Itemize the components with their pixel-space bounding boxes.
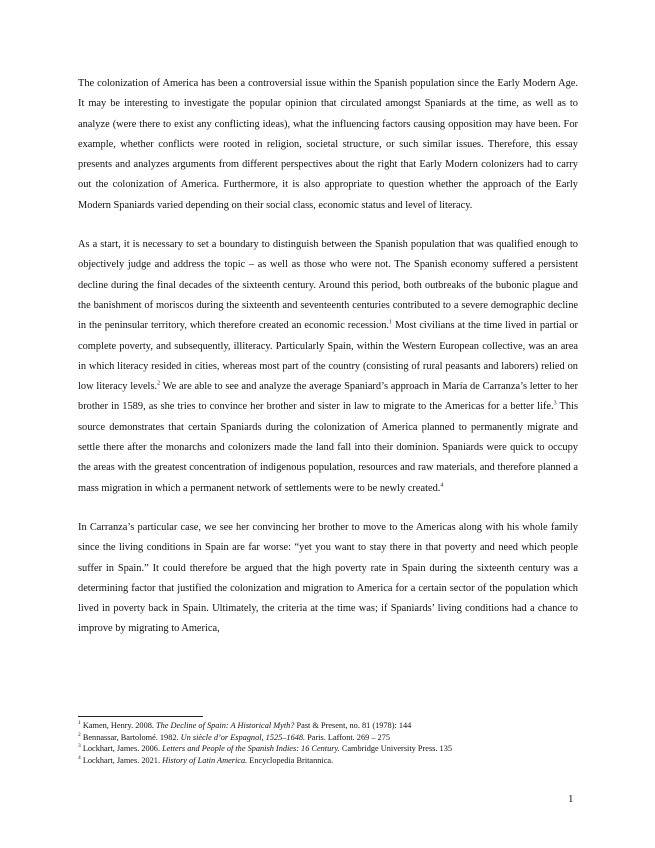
footnote-ref[interactable]: 4 [440,482,444,489]
footnote-1 [78,720,578,732]
footnote-publisher: Cambridge University Press. 135 [339,744,452,754]
text-run: This source demonstrates that certain Spaniards during the colonization of America planned to permanently migrate and settle there after the monarchs and colonizers made the land fall into their dominion. Spaniards were quick to occupy the areas with the greatest concentration of indigenous population, resources and raw materials, and therefore planned a mass migration in which a permanent network of settlements were to be newly created. [78,401,578,494]
footnote-author: Bennassar, Bartolomé. 1982. [80,732,181,742]
footnote-publisher: Paris. Laffont. 269 – 275 [305,732,390,742]
footnote-2 [78,732,578,744]
body-text [78,74,578,659]
paragraph-carranza [78,518,578,640]
footnotes [78,720,578,766]
footnote-ref[interactable]: 3 [553,400,557,407]
footnote-publisher: Encyclopedia Britannica. [247,755,334,765]
footnote-author: Kamen, Henry. 2008. [80,721,157,730]
footnote-publisher: Past & Present, no. 81 (1978): 144 [294,721,412,730]
footnote-ref[interactable]: 1 [389,319,393,326]
text-run: As a start, it is necessary to set a boundary to distinguish between the Spanish population that was qualified enough to objectively judge and address the topic – as well as those who were not. The Spanish economy suffered a persistent decline during the final decades of the sixteenth century. Around this period, both outbreaks of the bubonic plague and the banishment of moriscos during the sixteenth and seventeenth centuries contributed to a severe demographic decline in the peninsular territory, which therefore created an economic recession. [78,239,578,332]
page-number: 1 [568,793,574,805]
footnote-title: The Decline of Spain: A Historical Myth? [156,721,295,730]
text-run: The colonization of America has been a controversial issue within the Spanish population since the Early Modern Age. It may be interesting to investigate the popular opinion that circulated amongst Spaniards at the time, as well as to analyze (were there to exist any conflicting ideas), what the influencing factors causing opposition may have been. For example, whether conflicts were rooted in religion, societal structure, or such similar issues. Therefore, this essay presents and analyzes arguments from different perspectives about the right that Early Modern colonizers had to carry out the colonization of America. Furthermore, it is also appropriate to question whether the approach of the Early Modern Spaniards varied depending on their social class, economic status and level of literacy. [78,78,578,211]
footnote-4 [78,755,578,767]
text-run: We are able to see and analyze the average Spaniard’s approach in María de Carranza’s letter to her brother in 1589, as she tries to convince her brother and sister in law to migrate to the Americas for a better life. [78,381,578,413]
footnote-ref[interactable]: 2 [157,380,161,387]
paragraph-intro [78,74,578,216]
footnote-number: 2 [78,731,81,738]
footnote-title: History of Latin America. [162,755,248,765]
footnote-3 [78,743,578,755]
footnote-title: Un siècle d’or Espagnol, 1525–1648. [180,732,306,742]
footnote-author: Lockhart, James. 2006. [80,744,163,754]
footnote-title: Letters and People of the Spanish Indies: 16 Century. [162,744,340,754]
footnote-separator [78,716,203,717]
footnote-author: Lockhart, James. 2021. [80,755,163,765]
footnote-number: 3 [78,743,81,750]
footnote-number: 4 [78,755,81,762]
footnote-number: 1 [78,720,81,727]
paragraph-literacy [78,235,578,499]
text-run: Most civilians at the time lived in partial or complete poverty, and subsequently, illiteracy. Particularly Spain, within the Western European collective, was an area in which literacy resided in cities, whereas most part of the country (consisting of rural peasants and laborers) relied on low literacy levels. [78,320,578,393]
text-run: In Carranza’s particular case, we see her convincing her brother to move to the Americas along with his whole family since the living conditions in Spain are far worse: “yet you want to stay there in that poverty and need which people suffer in Spain.” It could therefore be argued that the high poverty rate in Spain during the sixteenth century was a determining factor that justified the colonization and migration to America for a certain sector of the population which lived in poverty back in Spain. Ultimately, the criteria at the time was; if Spaniards’ living conditions had a chance to improve by migrating to America, [78,521,578,635]
